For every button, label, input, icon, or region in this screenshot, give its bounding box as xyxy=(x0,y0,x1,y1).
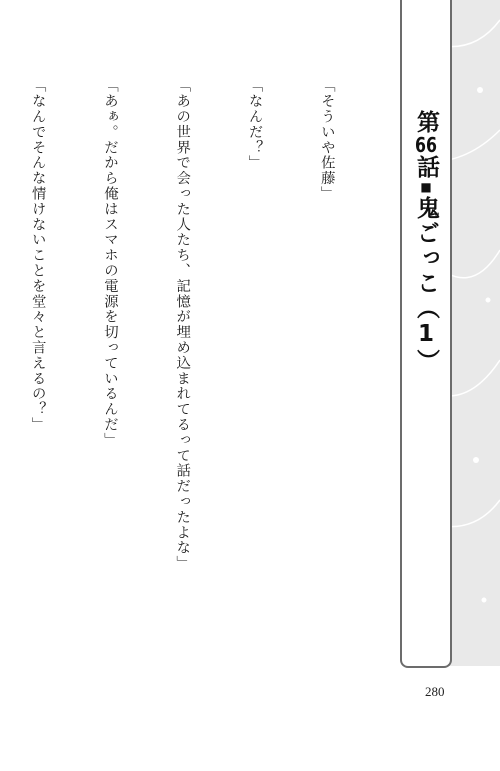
chapter-separator: ■ xyxy=(419,180,433,196)
chapter-suffix: 話 xyxy=(413,155,439,180)
paragraph: 「あの世界で会った人たち、記憶が埋め込まれてるって話だったよな」 xyxy=(174,78,191,571)
chapter-title-text: 鬼ごっこ（1） xyxy=(413,196,439,374)
paragraph: 「そういや佐藤」 xyxy=(318,78,335,202)
paragraph: 「なんでそんな情けないことを堂々と言えるの？」 xyxy=(29,78,46,433)
paragraph: 「あぁ。だから俺はスマホの電源を切っているんだ」 xyxy=(101,78,118,448)
chapter-title xyxy=(411,110,441,374)
paragraph: 「なんだ？」 xyxy=(246,78,263,171)
chapter-prefix: 第 xyxy=(413,110,439,135)
page-number: 280 xyxy=(425,684,445,699)
body-text xyxy=(0,78,387,653)
chapter-number: 66 xyxy=(415,135,437,155)
